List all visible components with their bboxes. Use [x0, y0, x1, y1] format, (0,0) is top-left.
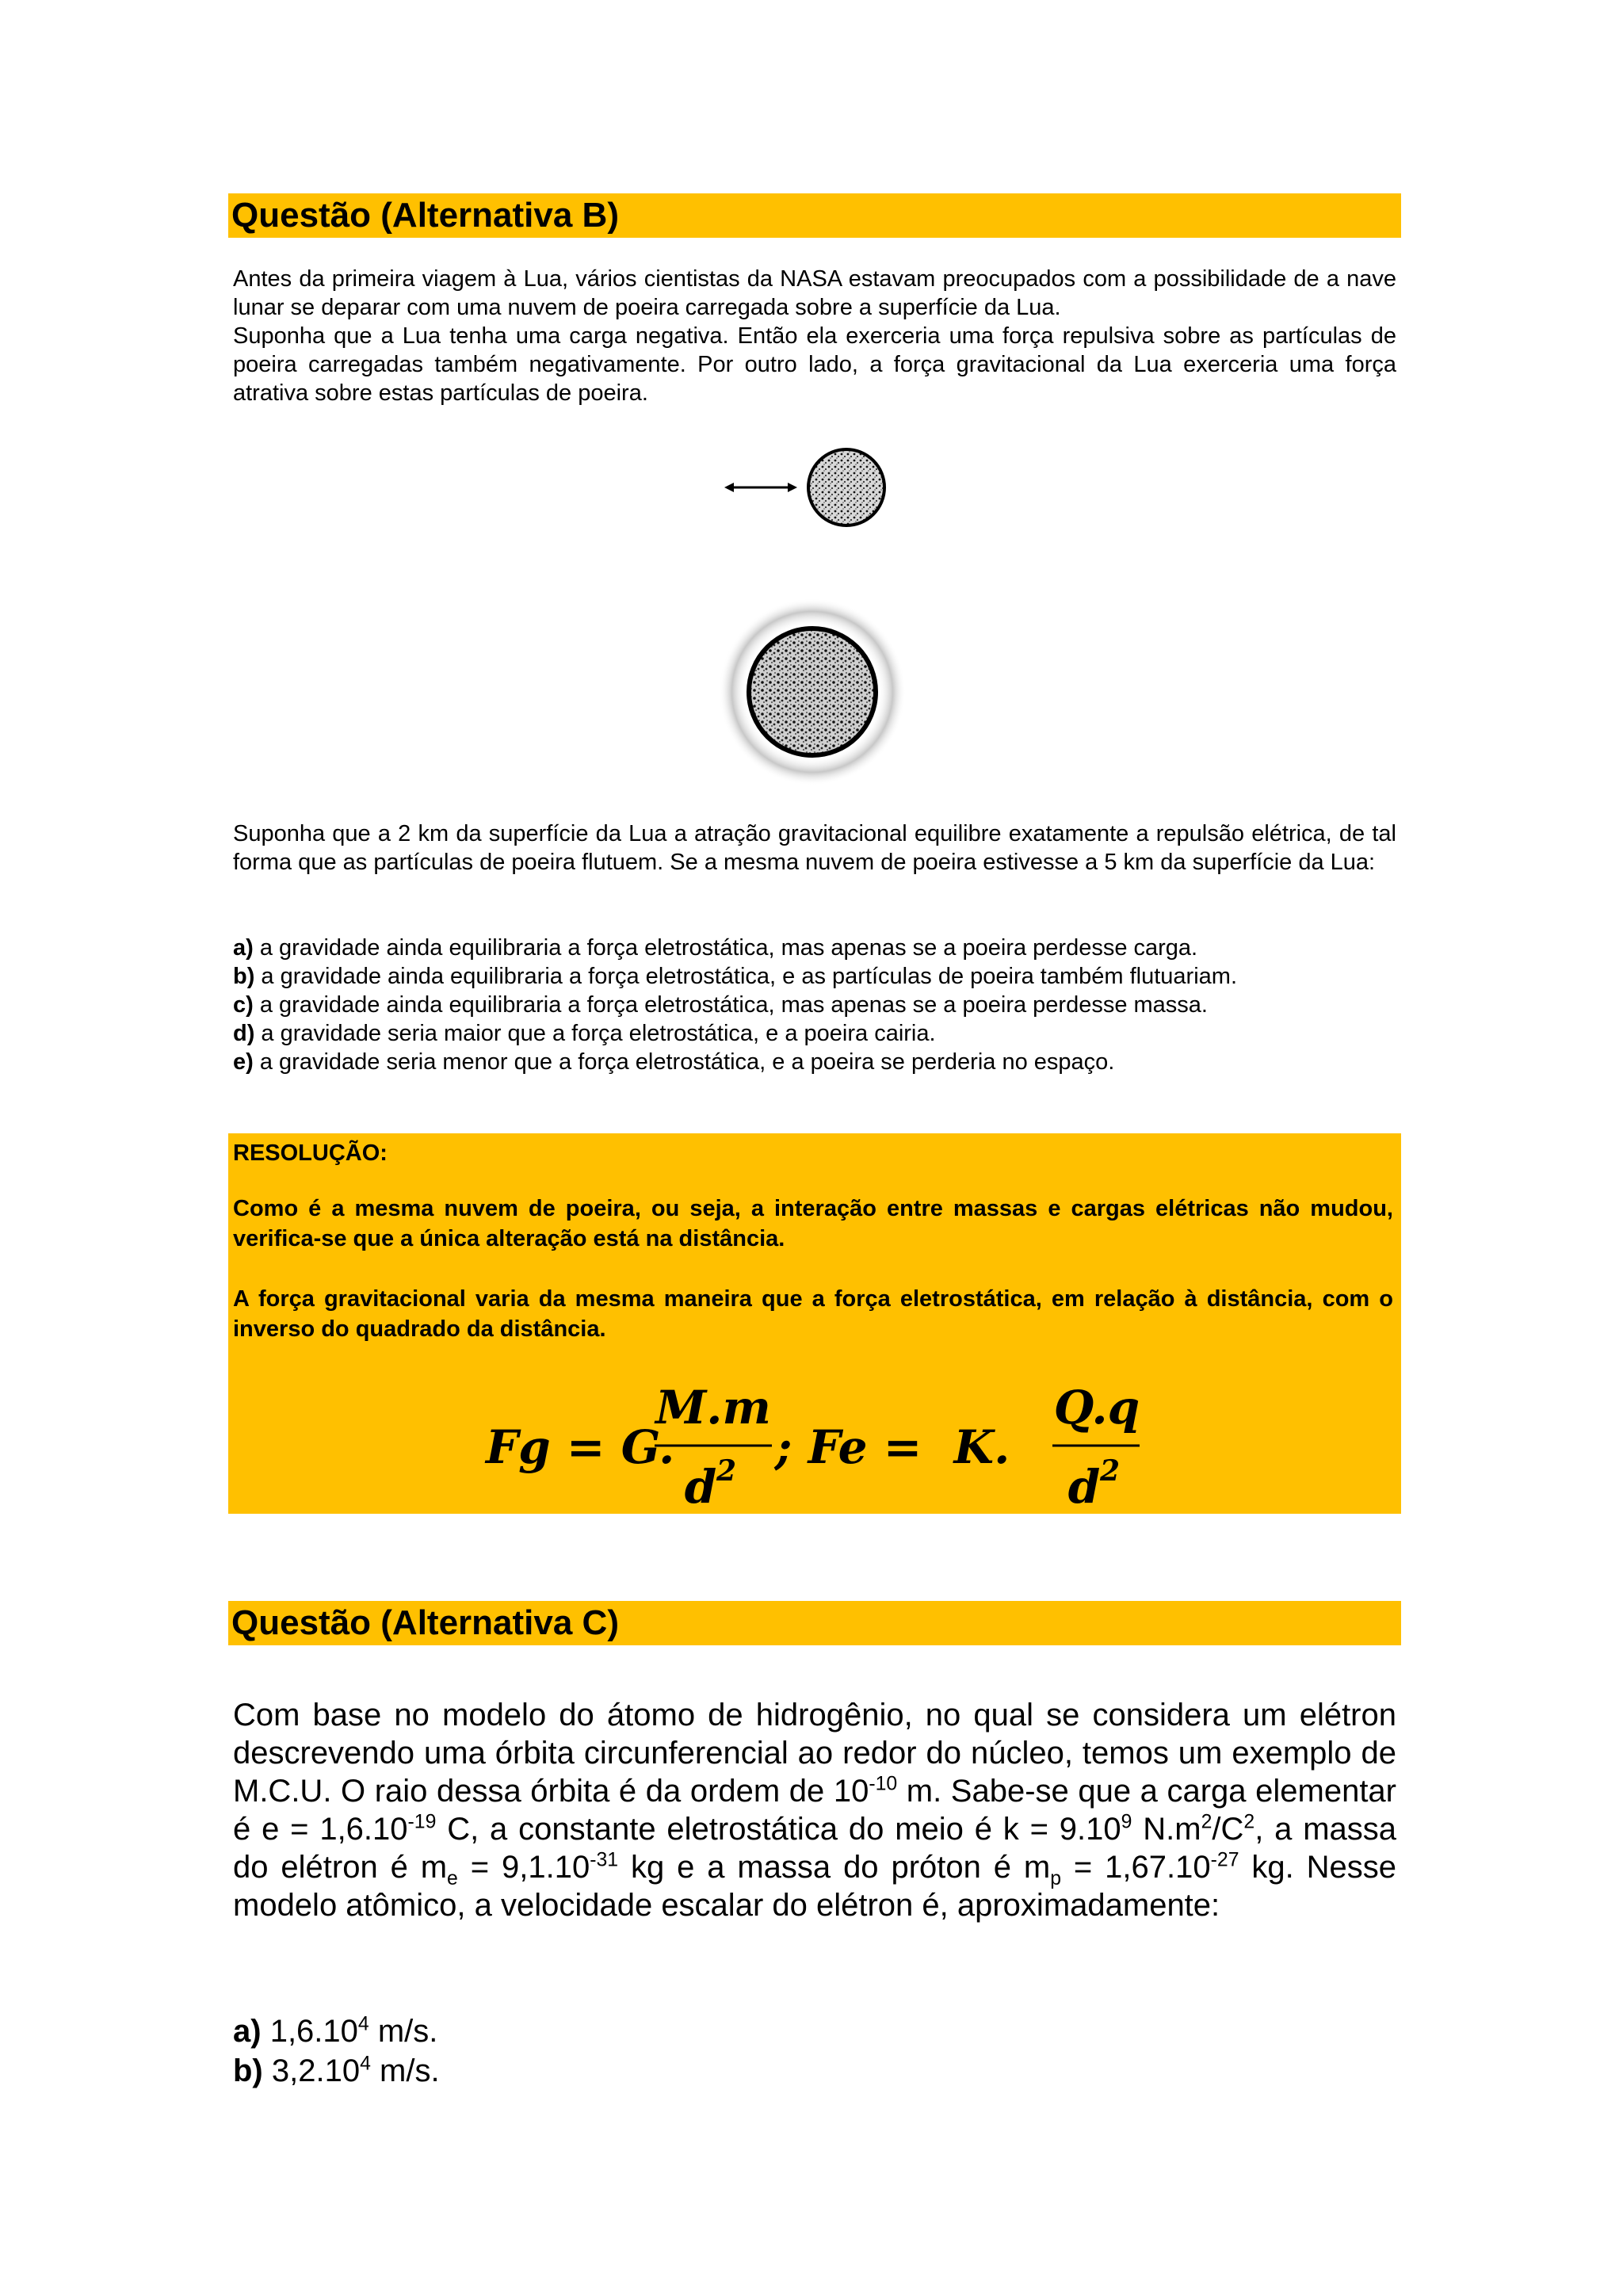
option-text: a gravidade ainda equilibraria a força eletrostática, mas apenas se a poeira perdesse massa. — [253, 992, 1208, 1018]
option-superscript: 4 — [357, 2013, 369, 2035]
question-2-text — [233, 1696, 1396, 1924]
option-letter: e) — [233, 1049, 254, 1075]
option-unit: m/s. — [369, 2014, 438, 2049]
formula-fg-lhs: Fg = G. — [486, 1420, 675, 1474]
intro-paragraph-1: Antes da primeira viagem à Lua, vários cientistas da NASA estavam preocupados com a possibilidade de a nave lunar se deparar com uma nuvem de poeira carregada sobre a superfície da Lua. — [233, 266, 1396, 320]
option-d — [233, 1019, 1396, 1048]
option-letter: a) — [233, 935, 254, 961]
question-1-header: Questão (Alternativa B) — [228, 193, 1401, 238]
q2-superscript: -27 — [1210, 1849, 1239, 1871]
q2-text-part: N.m — [1132, 1812, 1201, 1847]
question-1-statement: Suponha que a 2 km da superfície da Lua a atração gravitacional equilibre exatamente a repulsão elétrica, de tal forma que as partículas de poeira flutuem. Se a mesma nuvem de poeira estivesse a 5 km da superfície da Lua: — [233, 821, 1396, 875]
moon-illustration — [713, 593, 911, 791]
force-formula — [228, 1133, 1401, 1514]
option-e — [233, 1048, 1396, 1076]
question-2-options — [233, 2011, 1396, 2091]
formula-fg-exponent: 2 — [716, 1454, 737, 1488]
resolution-paragraph-1: Como é a mesma nuvem de poeira, ou seja, a interação entre massas e cargas elétricas não mudou, verifica-se que a única alteração está na distância. — [233, 1196, 1393, 1251]
q2-text-part: /C — [1212, 1812, 1244, 1847]
formula-fg-numerator: M.m — [655, 1381, 771, 1435]
q2-subscript: p — [1050, 1868, 1062, 1889]
option-b — [233, 962, 1396, 991]
q2-text-part: = 1,67.10 — [1061, 1850, 1211, 1885]
option-letter: a) — [233, 2014, 262, 2049]
option-text: 1,6.10 — [261, 2014, 358, 2049]
q2-text-part: kg e a massa do próton é m — [618, 1850, 1051, 1885]
q2-text-part: m. Sabe-se que a carga elementar é e = 1,6.10 — [233, 1774, 1397, 1847]
option-c — [233, 991, 1396, 1019]
q2-superscript: -31 — [590, 1849, 619, 1871]
q2-option-a — [233, 2011, 1396, 2051]
formula-fe-numerator: Q.q — [1053, 1381, 1140, 1435]
moon-icon — [749, 628, 876, 755]
q2-superscript: 2 — [1201, 1811, 1212, 1833]
dust-particle-icon — [808, 449, 884, 525]
q2-superscript: -10 — [869, 1773, 898, 1795]
resolution-paragraph-2: A força gravitacional varia da mesma maneira que a força eletrostática, em relação à distância, com o inverso do quadrado da distância. — [233, 1286, 1393, 1342]
option-text: a gravidade ainda equilibraria a força eletrostática, mas apenas se a poeira perdesse carga. — [253, 935, 1198, 961]
formula-fe-denominator: d — [1067, 1460, 1101, 1514]
q2-superscript: 2 — [1243, 1811, 1255, 1833]
formula-fe-exponent: 2 — [1100, 1454, 1121, 1488]
option-text: a gravidade seria maior que a força eletrostática, e a poeira cairia. — [254, 1021, 936, 1046]
option-letter: b) — [233, 2053, 263, 2088]
question-1-options — [233, 934, 1396, 1076]
intro-paragraph-2: Suponha que a Lua tenha uma carga negativa. Então ela exerceria uma força repulsiva sobre as partículas de poeira carregadas também negativamente. Por outro lado, a força gravitacional da Lua exerceria uma força atrativa sobre estas partículas de poeira. — [233, 323, 1396, 406]
q2-text-part: , a massa do elétron é m — [233, 1812, 1397, 1885]
resolution-title: RESOLUÇÃO: — [233, 1140, 388, 1166]
question-2-header: Questão (Alternativa C) — [228, 1601, 1401, 1645]
arrow-left-head — [724, 483, 734, 492]
option-letter: d) — [233, 1021, 255, 1046]
option-letter: c) — [233, 992, 254, 1018]
q2-option-b — [233, 2051, 1396, 2091]
option-superscript: 4 — [360, 2053, 371, 2075]
dust-particle-illustration — [713, 440, 903, 535]
option-text: a gravidade ainda equilibraria a força eletrostática, e as partículas de poeira também flutuariam. — [254, 964, 1237, 989]
q2-text-part: Com base no modelo do átomo de hidrogênio, no qual se considera um elétron descrevendo uma órbita circunferencial ao redor do núcleo, temos um exemplo de M.C.U. O raio dessa órbita é da ordem de 10 — [233, 1698, 1396, 1809]
q2-superscript: -19 — [407, 1811, 437, 1833]
option-a — [233, 934, 1396, 962]
question-1-intro — [233, 265, 1396, 407]
resolution-box — [228, 1133, 1401, 1514]
option-unit: m/s. — [370, 2053, 440, 2088]
formula-separator: ; Fe = K. — [775, 1420, 1010, 1474]
q2-subscript: e — [447, 1868, 458, 1889]
option-letter: b) — [233, 964, 255, 989]
q2-text-part: kg. Nesse modelo atômico, a velocidade escalar do elétron é, aproximadamente: — [233, 1850, 1397, 1923]
q2-text-part: = 9,1.10 — [457, 1850, 590, 1885]
formula-fg-denominator: d — [684, 1460, 717, 1514]
q2-superscript: 9 — [1121, 1811, 1132, 1833]
option-text: a gravidade seria menor que a força eletrostática, e a poeira se perderia no espaço. — [253, 1049, 1115, 1075]
q2-text-part: C, a constante eletrostática do meio é k = 9.10 — [436, 1812, 1121, 1847]
arrow-right-head — [788, 483, 797, 492]
option-text: 3,2.10 — [262, 2053, 361, 2088]
